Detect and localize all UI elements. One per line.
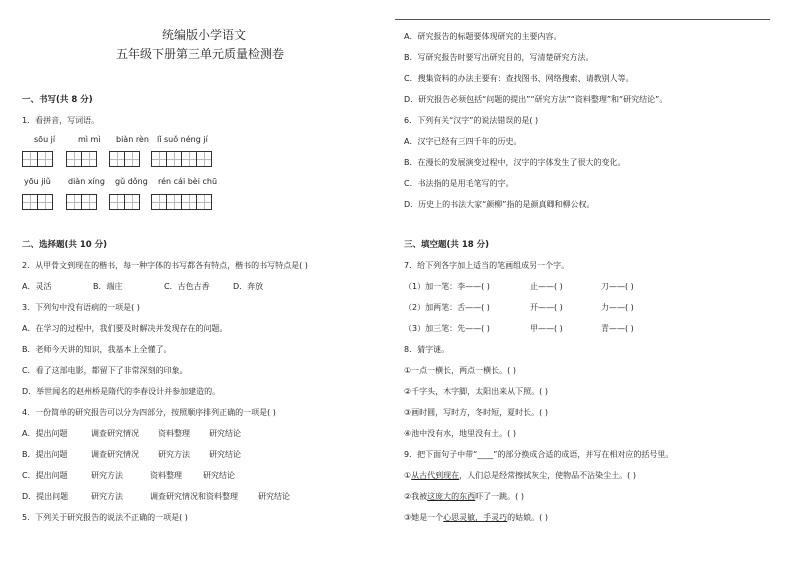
pinyin-6: diàn xíng xyxy=(68,177,105,186)
answer-grid-4[interactable] xyxy=(151,151,211,167)
q6-option-c: C．书法指的是用毛笔写的字。 xyxy=(404,179,514,188)
q8-riddle-3: ③画时圆，写时方，冬时短，夏时长。( ) xyxy=(404,408,548,417)
question-8: 8．猜字谜。 xyxy=(404,345,450,354)
q2-option-c: C．古色古香 xyxy=(164,282,210,291)
pinyin-7: gǔ dǒng xyxy=(115,177,148,186)
q9-sentence-1: ①从古代到现在，人们总是经常擦拭灰尘，使物品不沾染尘土。( ) xyxy=(404,471,636,480)
q2-option-b: B．端庄 xyxy=(93,282,123,291)
question-9: 9．把下面句子中带“____”的部分换成合适的成语，并写在相对应的括号里。 xyxy=(404,450,674,459)
q4-option-d-4: 研究结论 xyxy=(258,492,290,501)
q4-option-c-2: 研究方法 xyxy=(91,471,123,480)
q7-row-3-b: 甲——( ) xyxy=(530,324,563,333)
q7-row-3-c: 青——( ) xyxy=(601,324,634,333)
q5-option-d: D．研究报告必须包括“问题的提出”“研究方法”“资料整理”和“研究结论”。 xyxy=(404,95,668,104)
pinyin-2: mì mì xyxy=(78,135,101,144)
q4-option-a-4: 研究结论 xyxy=(209,429,241,438)
question-4: 4．一份简单的研究报告可以分为四部分，按照顺序排列正确的一项是( ) xyxy=(22,408,276,417)
q5-option-c: C．搜集资料的办法主要有：查找图书、网络搜索、请教别人等。 xyxy=(404,74,634,83)
q7-row-3-a: （3）加三笔：先——( ) xyxy=(404,324,490,333)
answer-grid-8[interactable] xyxy=(151,194,211,210)
q5-option-a: A．研究报告的标题要体现研究的主要内容。 xyxy=(404,32,562,41)
pinyin-5: yōu jiǔ xyxy=(24,177,51,186)
q4-option-b-1: B．提出问题 xyxy=(22,450,68,459)
q7-row-2-a: （2）加两笔：舌——( ) xyxy=(404,303,490,312)
answer-grid-1[interactable] xyxy=(22,151,52,167)
q7-row-2-c: 力——( ) xyxy=(601,303,634,312)
q9-sentence-2: ②我被这庞大的东西吓了一跳。( ) xyxy=(404,492,524,501)
q8-riddle-4: ④池中没有水，地里没有土。( ) xyxy=(404,429,516,438)
q4-option-d-1: D．提出问题 xyxy=(22,492,69,501)
q4-option-b-4: 研究结论 xyxy=(209,450,241,459)
q4-option-c-3: 资料整理 xyxy=(150,471,182,480)
q4-option-c-1: C．提出问题 xyxy=(22,471,68,480)
answer-grid-6[interactable] xyxy=(66,194,96,210)
q3-option-a: A．在学习的过程中，我们要及时解决并发现存在的问题。 xyxy=(22,324,228,333)
pinyin-1: sōu jí xyxy=(34,135,56,144)
q4-option-b-3: 研究方法 xyxy=(158,450,190,459)
page-subtitle: 五年级下册第三单元质量检测卷 xyxy=(116,47,285,61)
top-divider xyxy=(395,19,770,20)
q4-option-d-2: 研究方法 xyxy=(91,492,123,501)
q6-option-a: A．汉字已经有三四千年的历史。 xyxy=(404,137,522,146)
q9-underlined-2: 这庞大的东西 xyxy=(427,492,476,501)
q2-option-d: D．奔放 xyxy=(233,282,264,291)
section-1-heading: 一、书写(共 8 分) xyxy=(22,95,93,105)
question-6: 6．下列有关“汉字”的说法错误的是( ) xyxy=(404,116,539,125)
q8-riddle-1: ①一点一横长，两点一横长。( ) xyxy=(404,366,516,375)
q3-option-b: B．老师今天讲的知识，我基本上全懂了。 xyxy=(22,345,172,354)
question-3: 3．下列句中没有语病的一项是( ) xyxy=(22,303,140,312)
question-7: 7．给下列各字加上适当的笔画组成另一个字。 xyxy=(404,261,570,270)
question-5: 5．下列关于研究报告的说法不正确的一项是( ) xyxy=(22,513,188,522)
q4-option-a-2: 调查研究情况 xyxy=(91,429,139,438)
q6-option-b: B．在漫长的发展演变过程中，汉字的字体发生了很大的变化。 xyxy=(404,158,626,167)
q4-option-d-3: 调查研究情况和资料整理 xyxy=(150,492,238,501)
q2-option-a: A．灵活 xyxy=(22,282,52,291)
q7-row-2-b: 开——( ) xyxy=(530,303,563,312)
page-title: 统编版小学语文 xyxy=(162,28,247,42)
q3-option-d: D．举世闻名的赵州桥是隋代的李春设计并参加建造的。 xyxy=(22,387,221,396)
q5-option-b: B．写研究报告时要写出研究目的，写清楚研究方法。 xyxy=(404,53,594,62)
q7-row-1-b: 止——( ) xyxy=(530,282,563,291)
question-2: 2．从甲骨文到现在的楷书，每一种字体的书写都各有特点，楷书的书写特点是( ) xyxy=(22,261,308,270)
q8-riddle-2: ②千字头，木字脚，太阳出来从下照。( ) xyxy=(404,387,548,396)
section-2-heading: 二、选择题(共 10 分) xyxy=(22,240,108,250)
question-1: 1．看拼音，写词语。 xyxy=(22,116,100,125)
q4-option-a-1: A．提出问题 xyxy=(22,429,68,438)
q3-option-c: C．看了这部电影，都留下了非常深刻的印象。 xyxy=(22,366,188,375)
q6-option-d: D．历史上的书法大家“颜柳”指的是颜真卿和柳公权。 xyxy=(404,200,595,209)
q9-underlined-3: 心思灵敏，手灵巧 xyxy=(443,513,508,522)
pinyin-3: biàn rèn xyxy=(116,135,149,144)
answer-grid-5[interactable] xyxy=(22,194,52,210)
pinyin-8: rén cái bèi chū xyxy=(158,177,218,186)
pinyin-4: lǐ suǒ néng jí xyxy=(157,135,208,144)
q9-underlined-1: 从古代到现在 xyxy=(411,471,460,480)
q4-option-a-3: 资料整理 xyxy=(158,429,190,438)
answer-grid-2[interactable] xyxy=(66,151,96,167)
answer-grid-7[interactable] xyxy=(109,194,139,210)
section-3-heading: 三、填空题(共 18 分) xyxy=(404,240,490,250)
answer-grid-3[interactable] xyxy=(109,151,139,167)
q4-option-b-2: 调查研究情况 xyxy=(91,450,139,459)
q7-row-1-a: （1）加一笔：李——( ) xyxy=(404,282,490,291)
q4-option-c-4: 研究结论 xyxy=(203,471,235,480)
q9-sentence-3: ③她是一个心思灵敏，手灵巧的姑娘。( ) xyxy=(404,513,548,522)
q7-row-1-c: 刀——( ) xyxy=(601,282,634,291)
